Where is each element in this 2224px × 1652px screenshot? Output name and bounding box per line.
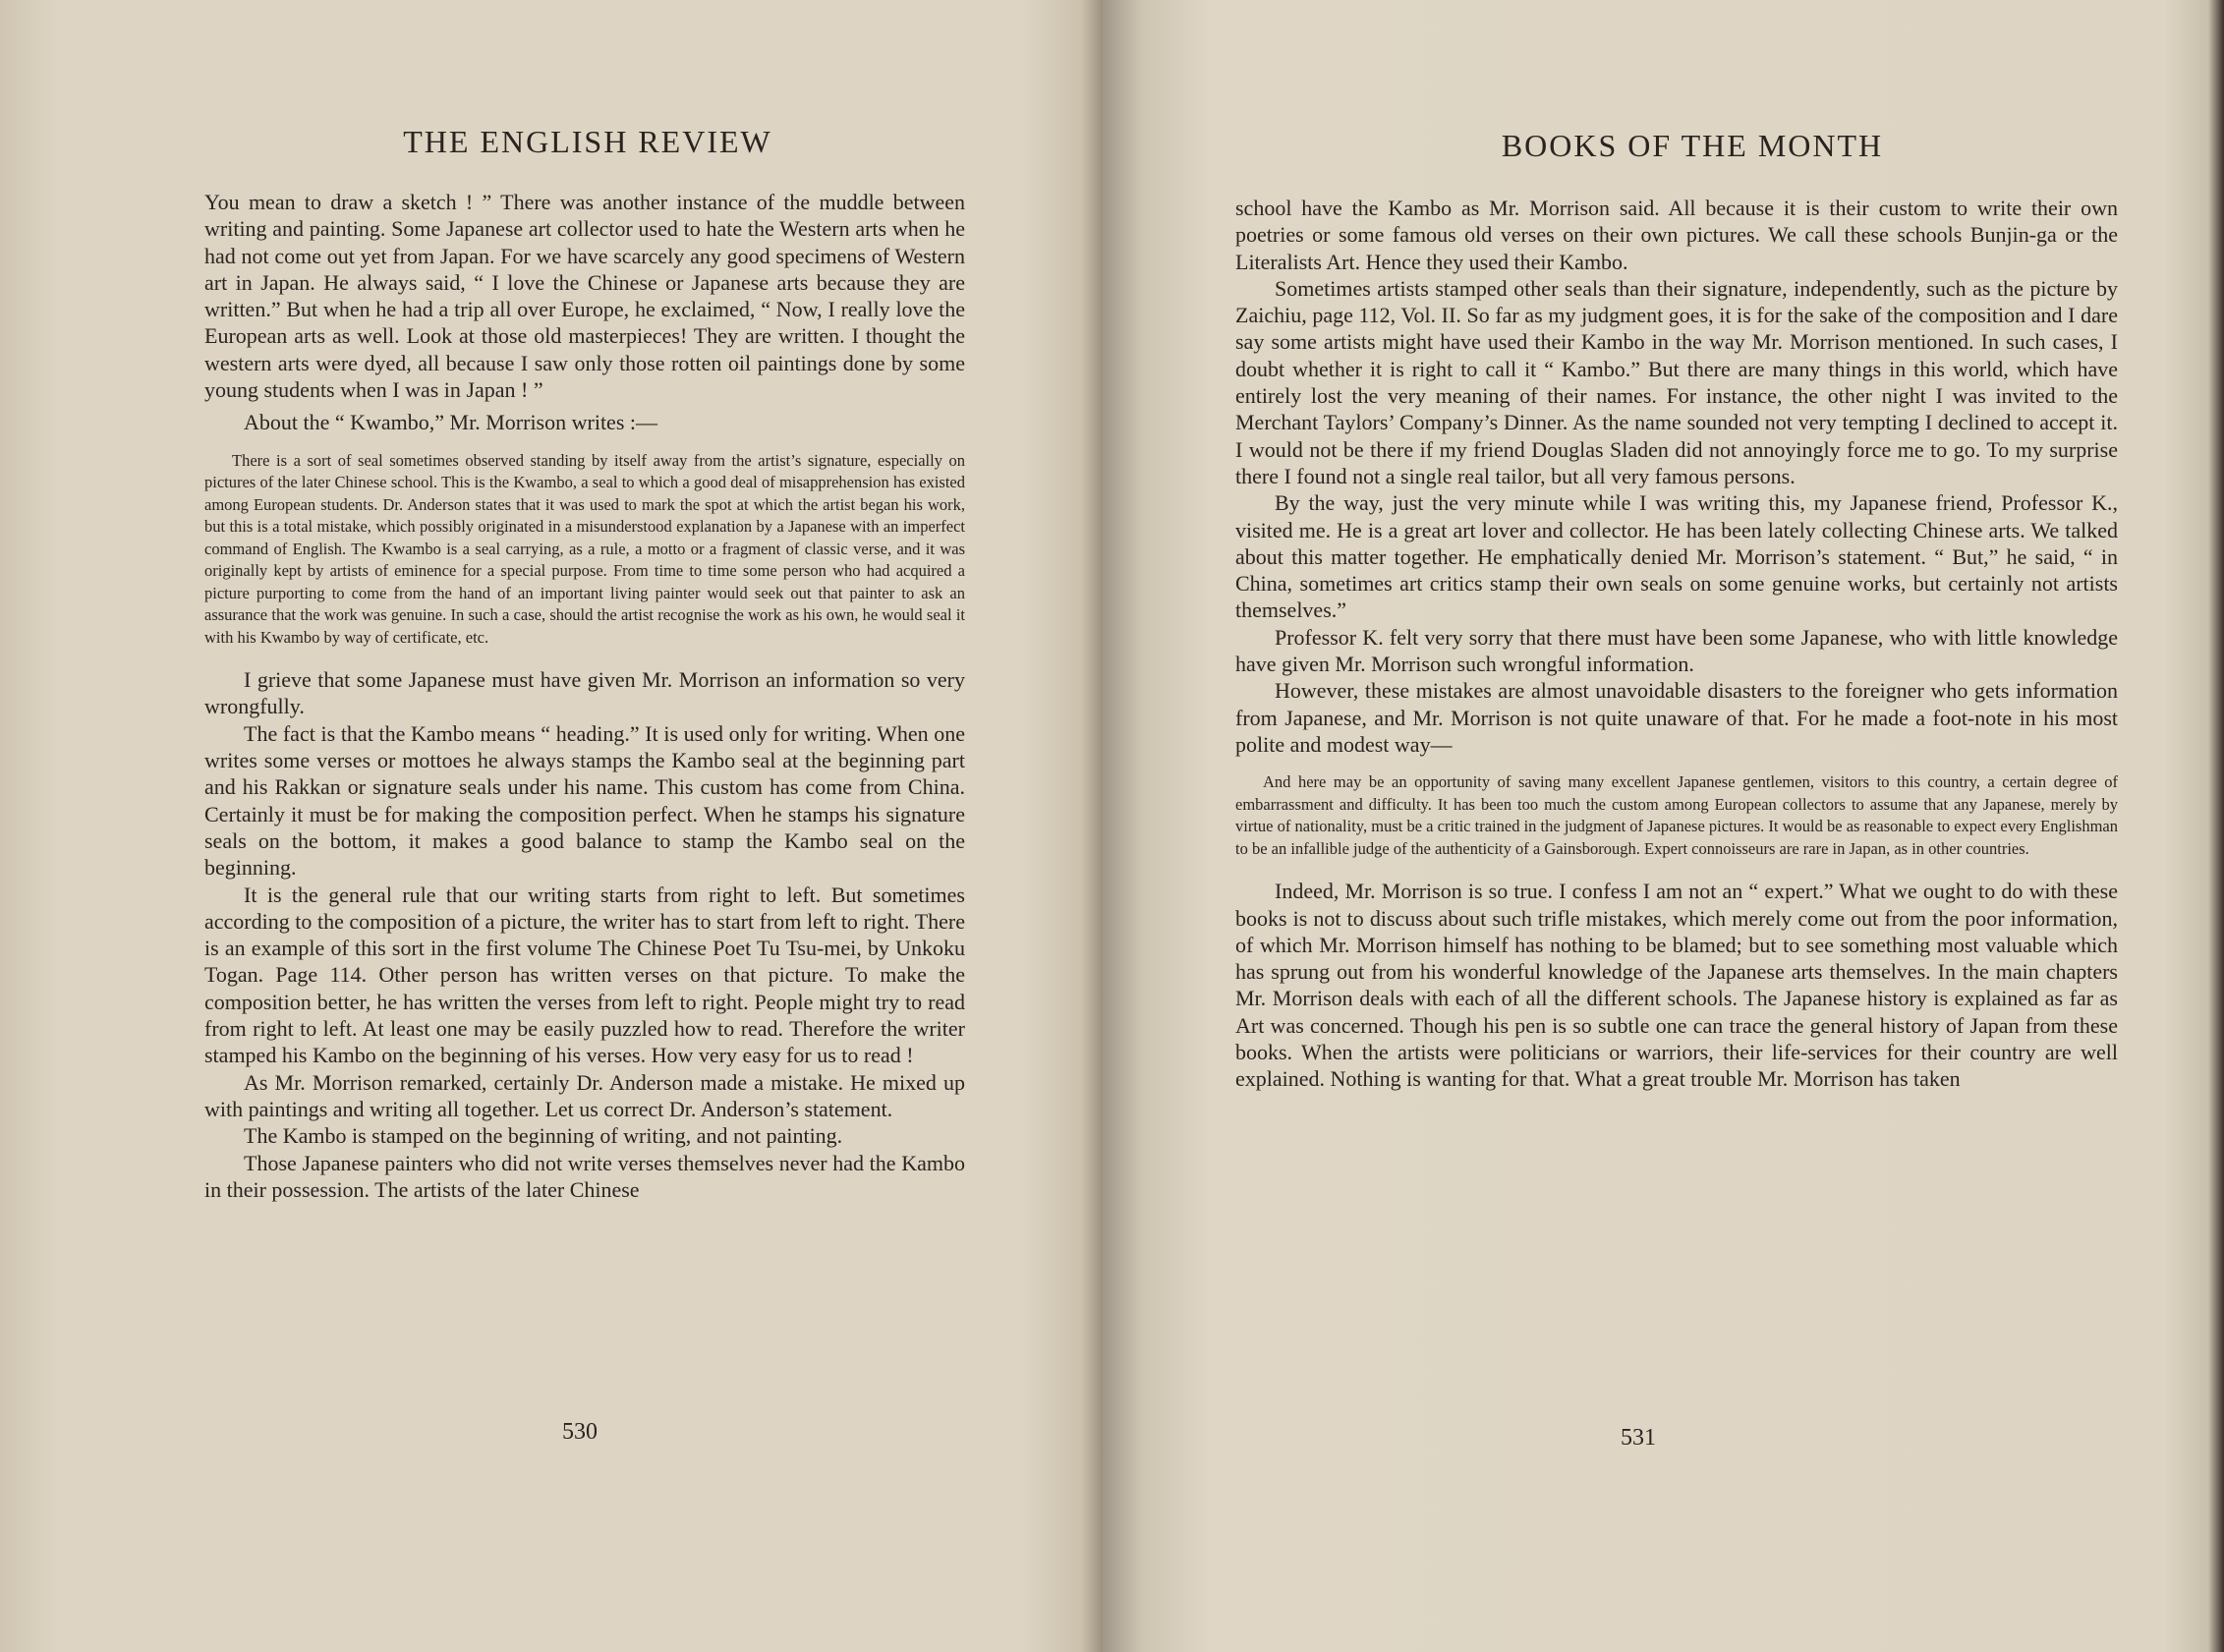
paragraph: As Mr. Morrison remarked, certainly Dr. Anderson made a mistake. He mixed up with paintings and writing all together. Let us correct Dr. Anderson’s statement. — [204, 1069, 965, 1121]
paragraph: school have the Kambo as Mr. Morrison said. All because it is their custom to write their own poetries or some famous old verses on their own pictures. We call these schools Bunjin-ga or the Literalists Art. Hence they used their Kambo. — [1235, 196, 2118, 274]
running-head: BOOKS OF THE MONTH — [1501, 128, 1884, 163]
right-page — [1103, 0, 2224, 1652]
right-text-block — [1235, 195, 2118, 1093]
paragraph: I grieve that some Japanese must have given Mr. Morrison an information so very wrongfully. — [204, 667, 965, 719]
page-number: 531 — [1621, 1425, 1656, 1451]
left-page — [0, 0, 1103, 1652]
page-number: 530 — [562, 1419, 598, 1445]
paragraph: Professor K. felt very sorry that there must have been some Japanese, who with little knowledge have given Mr. Morrison such wrongful information. — [1235, 624, 2118, 677]
paragraph: The Kambo is stamped on the beginning of writing, and not painting. — [244, 1123, 843, 1149]
block-quote: And here may be an opportunity of saving many excellent Japanese gentlemen, visitors to this country, a certain degree of embarrassment and difficulty. It has been too much the custom among European collectors to assume that any Japanese, merely by virtue of nationality, must be a critic trained in the judgment of Japanese pictures. It would be as reasonable to expect every Englishman to be an infallible judge of the authenticity of a Gainsborough. Expert connoisseurs are rare in Japan, as in other countries. — [1235, 772, 2118, 858]
paragraph: It is the general rule that our writing starts from right to left. But sometimes according to the composition of a picture, the writer has to start from left to right. There is an example of this sort in the first volume The Chinese Poet Tu Tsu-mei, by Unkoku Togan. Page 114. Other person has written verses on that picture. To make the composition better, he has written the verses from left to right. People might try to read from right to left. At least one may be easily puzzled how to read. Therefore the writer stamped his Kambo on the beginning of his verses. How very easy for us to read ! — [204, 882, 965, 1068]
paragraph: Those Japanese painters who did not write verses themselves never had the Kambo in their possession. The artists of the later Chinese — [204, 1150, 965, 1202]
paragraph: By the way, just the very minute while I was writing this, my Japanese friend, Professor K., visited me. He is a great art lover and collector. He has been lately collecting Chinese arts. We talked about this matter together. He emphatically denied Mr. Morrison’s statement. “ But,” he said, “ in China, sometimes art critics stamp their own seals on some genuine works, but certainly not artists themselves.” — [1235, 490, 2118, 623]
paragraph: About the “ Kwambo,” Mr. Morrison writes :— — [244, 410, 657, 435]
block-quote: There is a sort of seal sometimes observed standing by itself away from the artist’s signature, especially on pictures of the later Chinese school. This is the Kwambo, a seal to which a good deal of misapprehension has existed among European students. Dr. Anderson states that it was used to mark the spot at which the artist began his work, but this is a total mistake, which possibly originated in a misunderstood explanation by a Japanese with an imperfect command of English. The Kwambo is a seal carrying, as a rule, a motto or a fragment of classic verse, and it was originally kept by artists of eminence for a special purpose. From time to time some person who had acquired a picture purporting to come from the hand of an important living painter would seek out that painter to ask an assurance that the work was genuine. In such a case, should the artist recognise the work as his own, he would seal it with his Kwambo by way of certificate, etc. — [204, 450, 965, 647]
paragraph: Sometimes artists stamped other seals than their signature, independently, such as the picture by Zaichiu, page 112, Vol. II. So far as my judgment goes, it is for the sake of the composition and I dare say some artists might have used their Kambo in the way Mr. Morrison mentioned. In such cases, I doubt whether it is right to call it “ Kambo.” But there are many things in this world, which have entirely lost the very meaning of their names. For instance, the other night I was invited to the Merchant Taylors’ Company’s Dinner. As the name sounded not very tempting I declined to accept it. I would not be there if my friend Douglas Sladen did not annoyingly force me to go. To my surprise there I found not a single real tailor, but all very famous persons. — [1235, 275, 2118, 488]
paragraph: You mean to draw a sketch ! ” There was another instance of the muddle between writing and painting. Some Japanese art collector used to hate the Western arts when he had not come out yet from Japan. For we have scarcely any good specimens of Western art in Japan. He always said, “ I love the Chinese or Japanese arts because they are written.” But when he had a trip all over Europe, he exclaimed, “ Now, I really love the European arts as well. Look at those old masterpieces! They are written. I thought the western arts were dyed, all because I saw only those rotten oil paintings done by some young students when I was in Japan ! ” — [204, 190, 965, 403]
paragraph: However, these mistakes are almost unavoidable disasters to the foreigner who gets information from Japanese, and Mr. Morrison is not quite unaware of that. For he made a foot-note in his most polite and modest way— — [1235, 678, 2118, 757]
left-text-block — [204, 189, 965, 1203]
running-head: THE ENGLISH REVIEW — [403, 124, 772, 159]
paragraph: Indeed, Mr. Morrison is so true. I confess I am not an “ expert.” What we ought to do with these books is not to discuss about such trifle mistakes, which merely come out from the poor information, of which Mr. Morrison himself has nothing to be blamed; but to see something most valuable which has sprung out from his wonderful knowledge of the Japanese arts themselves. In the main chapters Mr. Morrison deals with each of all the different schools. The Japanese history is explained as far as Art was concerned. Though his pen is so subtle one can trace the general history of Japan from these books. When the artists were politicians or warriors, their life-services for their country are well explained. Nothing is wanting for that. What a great trouble Mr. Morrison has taken — [1235, 879, 2118, 1092]
paragraph: The fact is that the Kambo means “ heading.” It is used only for writing. When one writes some verses or mottoes he always stamps the Kambo seal at the beginning part and his Rakkan or signature seals under his name. This custom has come from China. Certainly it must be for making the composition perfect. When he stamps his signature seals on the bottom, it makes a good balance to stamp the Kambo seal on the beginning. — [204, 720, 965, 881]
